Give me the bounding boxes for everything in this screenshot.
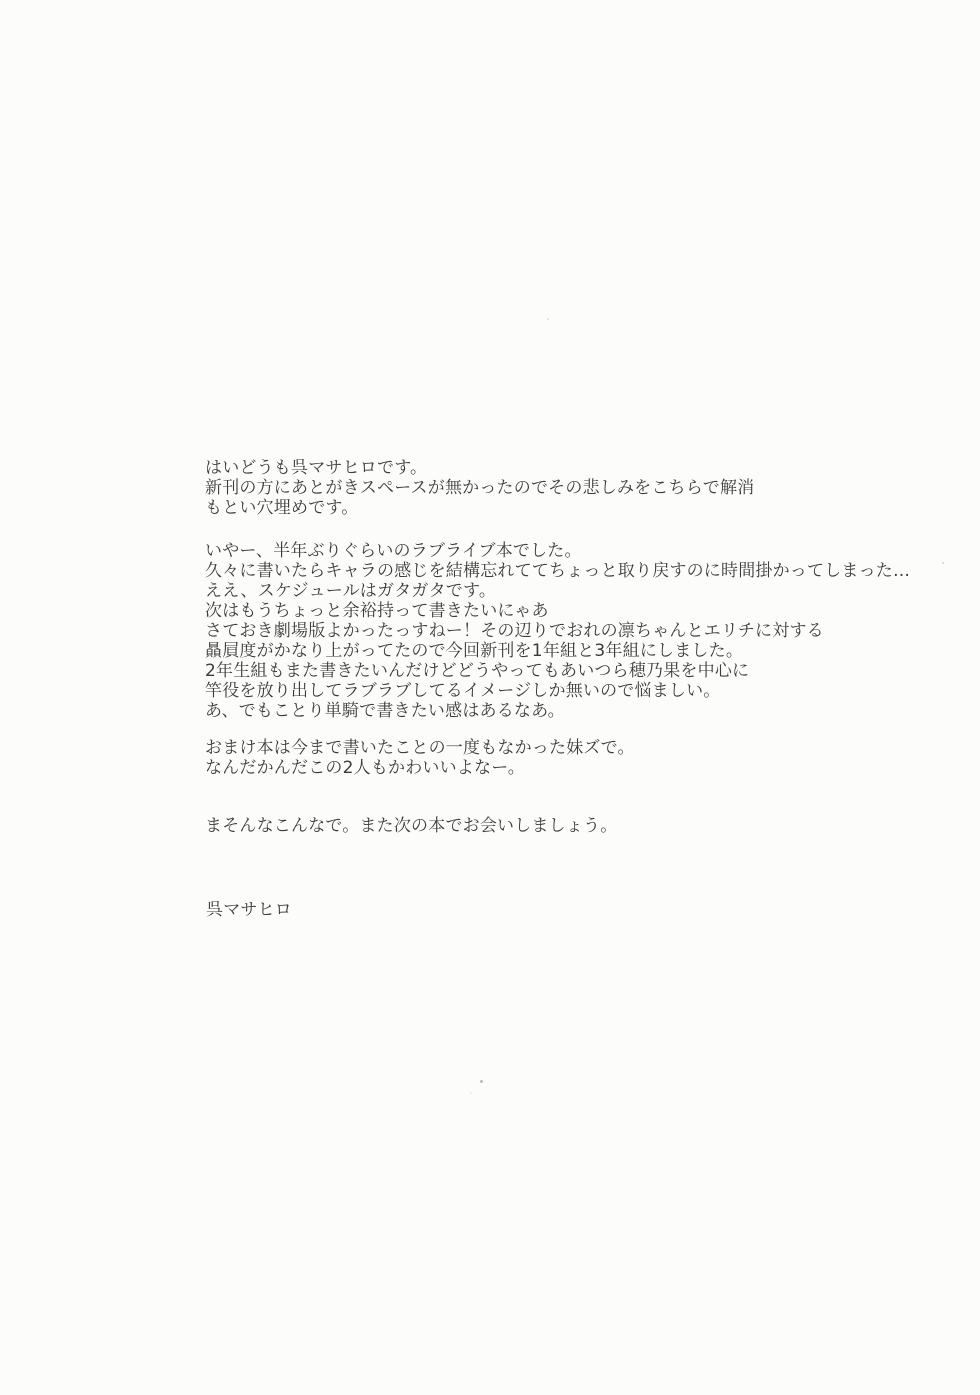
text-line: 贔屓度がかなり上がってたので今回新刊を1年組と3年組にしました。 [205, 641, 744, 661]
text-line: はいどうも呉マサヒロです。 [205, 458, 428, 478]
text-line: まそんなこんなで。また次の本でお会いしましょう。 [205, 816, 618, 836]
scan-speck [942, 562, 944, 564]
afterword-text-block [205, 458, 910, 836]
scan-speck [547, 318, 549, 320]
text-line: いやー、半年ぶりぐらいのラブライブ本でした。 [205, 541, 582, 561]
text-line: 久々に書いたらキャラの感じを結構忘れててちょっと取り戻すのに時間掛かってしまった… [205, 561, 911, 581]
text-line: 新刊の方にあとがきスペースが無かったのでその悲しみをこちらで解消 [205, 478, 755, 498]
text-line: ええ、スケジュールはガタガタです。 [205, 581, 497, 601]
paragraph [205, 458, 910, 518]
text-line: 次はもうちょっと余裕持って書きたいにゃあ [205, 601, 549, 621]
text-line: 2年生組もまた書きたいんだけどどうやってもあいつら穂乃果を中心に [205, 661, 750, 681]
text-line: さておき劇場版よかったっすねー！その辺りでおれの凛ちゃんとエリチに対する [205, 621, 824, 641]
scan-speck [480, 1080, 483, 1083]
text-line: おまけ本は今まで書いたことの一度もなかった妹ズで。 [205, 738, 635, 758]
text-line: なんだかんだこの2人もかわいいよなー。 [205, 758, 525, 778]
text-line: 竿役を放り出してラブラブしてるイメージしか無いので悩ましい。 [205, 681, 721, 701]
author-signature: 呉マサヒロ [206, 900, 292, 920]
scan-speck [470, 1092, 472, 1094]
paragraph [205, 738, 910, 778]
text-line: あ、でもことり単騎で書きたい感はあるなあ。 [205, 701, 565, 721]
paragraph [205, 816, 910, 836]
text-line: もとい穴埋めです。 [205, 498, 359, 518]
paragraph [205, 541, 910, 721]
